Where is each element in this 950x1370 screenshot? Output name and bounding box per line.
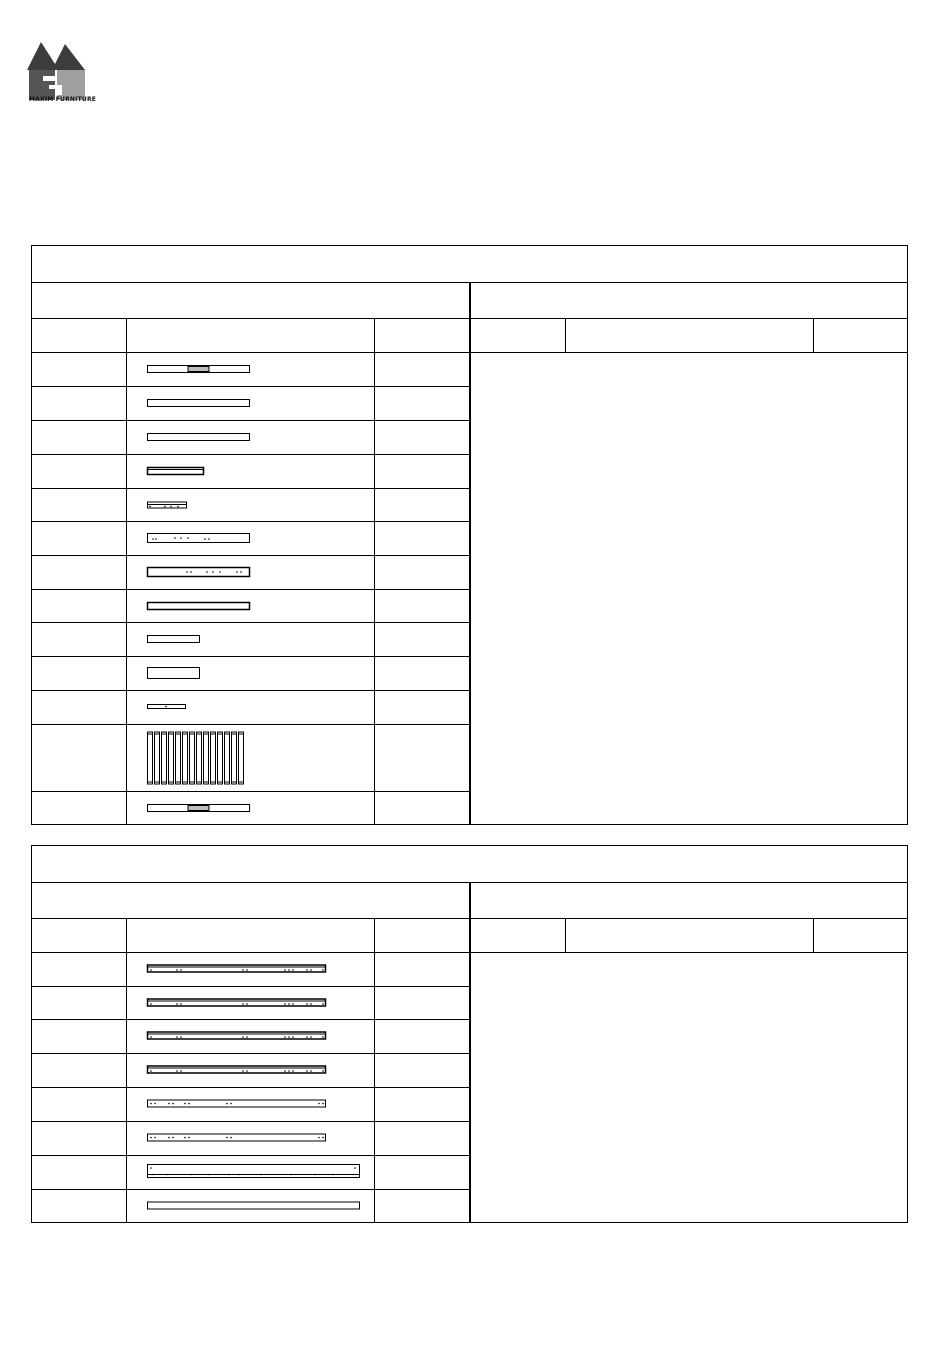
- table-divider: [565, 318, 566, 352]
- table-row-divider: [32, 690, 469, 691]
- table-divider: [813, 918, 814, 952]
- parts-table-1: [31, 245, 908, 825]
- table-row-divider: [32, 1155, 469, 1156]
- table-divider: [469, 282, 471, 824]
- part-drawing-plain-bar: [147, 398, 251, 408]
- table-row-divider: [32, 656, 469, 657]
- part-drawing-long-rail: [147, 1064, 331, 1076]
- table-row-divider: [32, 791, 469, 792]
- table-divider: [374, 318, 375, 824]
- part-drawing-tiny-bar: [147, 703, 189, 711]
- part-drawing-long-rail: [147, 963, 331, 975]
- part-drawing-rail-window: [147, 364, 251, 374]
- table-divider: [813, 318, 814, 352]
- logo-wordmark: MAXIM FURNITURE: [29, 96, 97, 103]
- part-drawing-small-box: [147, 666, 203, 680]
- table-divider: [126, 318, 127, 824]
- table-divider: [469, 882, 471, 1222]
- table-row-divider: [32, 622, 469, 623]
- table-row-divider: [32, 488, 469, 489]
- table-row-divider: [32, 589, 469, 590]
- part-drawing-small-bar: [147, 634, 203, 644]
- part-drawing-bar-holes: [147, 532, 251, 544]
- table-row-divider: [32, 555, 469, 556]
- table-divider: [374, 918, 375, 1222]
- part-drawing-plain-bar: [147, 432, 251, 442]
- part-drawing-plain-long: [147, 1200, 363, 1212]
- table-row-divider: [32, 1189, 469, 1190]
- table-row-divider: [32, 1121, 469, 1122]
- table-row-divider: [32, 1053, 469, 1054]
- part-drawing-slat-set: [147, 728, 251, 788]
- part-drawing-short-bar-dots: [147, 500, 189, 510]
- part-drawing-bar-thick: [147, 601, 251, 611]
- table-row-divider: [32, 1087, 469, 1088]
- table-row-divider: [32, 454, 469, 455]
- parts-table-2: [31, 845, 908, 1223]
- part-drawing-long-rail: [147, 997, 331, 1009]
- part-drawing-long-rail: [147, 1030, 331, 1042]
- part-drawing-rail-window: [147, 803, 251, 813]
- table-divider: [126, 918, 127, 1222]
- part-drawing-short-bar-double: [147, 466, 207, 476]
- table-row-divider: [32, 521, 469, 522]
- table-row-divider: [32, 724, 469, 725]
- part-drawing-long-rail-light: [147, 1098, 331, 1110]
- part-drawing-side-panel: [147, 1163, 363, 1181]
- table-row-divider: [32, 386, 469, 387]
- part-drawing-bar-holes-dark: [147, 566, 251, 578]
- part-drawing-long-rail-light: [147, 1132, 331, 1144]
- table-row-divider: [32, 986, 469, 987]
- table-row-divider: [32, 420, 469, 421]
- table-row-divider: [32, 1019, 469, 1020]
- table-divider: [565, 918, 566, 952]
